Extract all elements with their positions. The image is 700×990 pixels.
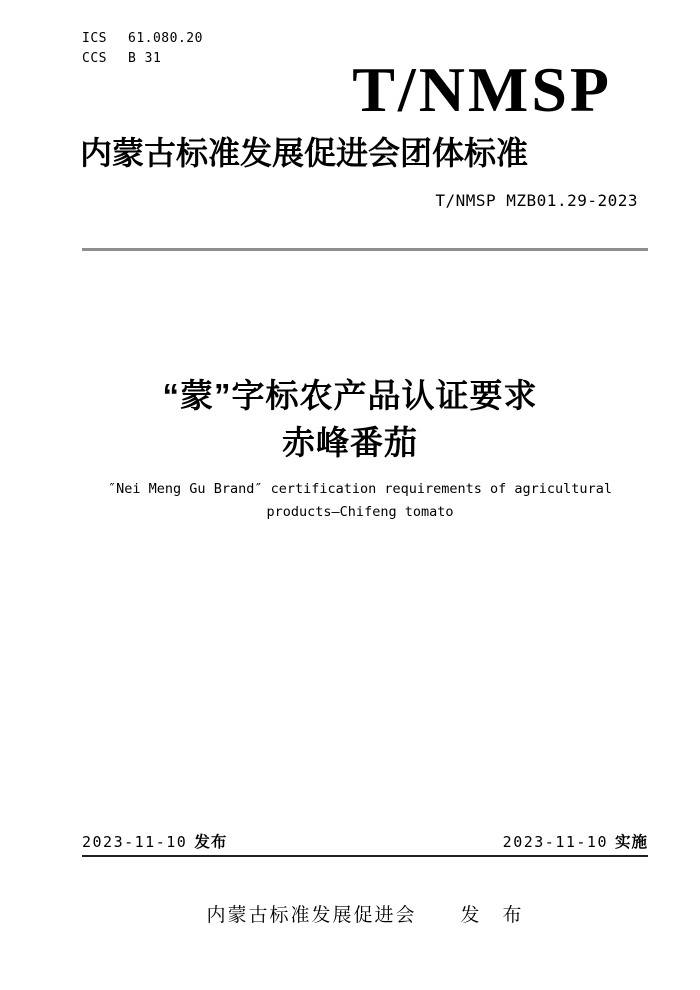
implementation-label: 实施 [614,834,648,851]
publish-label: 发 布 [460,905,524,926]
publisher-name: 内蒙古标准发展促进会 [206,905,417,926]
issue-date: 2023-11-10 [82,833,188,851]
implementation-date: 2023-11-10 [502,833,608,851]
standard-number: T/NMSP MZB01.29-2023 [435,191,638,210]
ccs-value: B 31 [128,51,162,66]
english-title-line-2: products—Chifeng tomato [266,504,454,520]
title-line-1: “蒙”字标农产品认证要求 [162,377,538,414]
ics-ccs-block [82,29,203,69]
ccs-label: CCS [82,51,107,66]
publisher-row [82,900,648,927]
ics-label: ICS [82,31,107,46]
implementation-date-item [503,830,648,852]
issue-date-item [82,830,227,852]
standard-type-heading: 内蒙古标准发展促进会团体标准 [80,135,529,171]
issue-label: 发布 [194,834,228,851]
ccs-line [82,49,203,69]
standard-body-logo: T/NMSP [352,54,612,125]
title-line-2: 赤峰番茄 [282,424,418,461]
english-title [30,478,690,524]
ics-value: 61.080.20 [128,31,203,46]
document-title [52,372,648,466]
header-rule [82,248,648,251]
footer-rule [82,855,648,857]
ics-line [82,29,203,49]
date-row [82,830,648,852]
english-title-line-1: ″Nei Meng Gu Brand″ certification requirements of agricultural [108,481,612,497]
